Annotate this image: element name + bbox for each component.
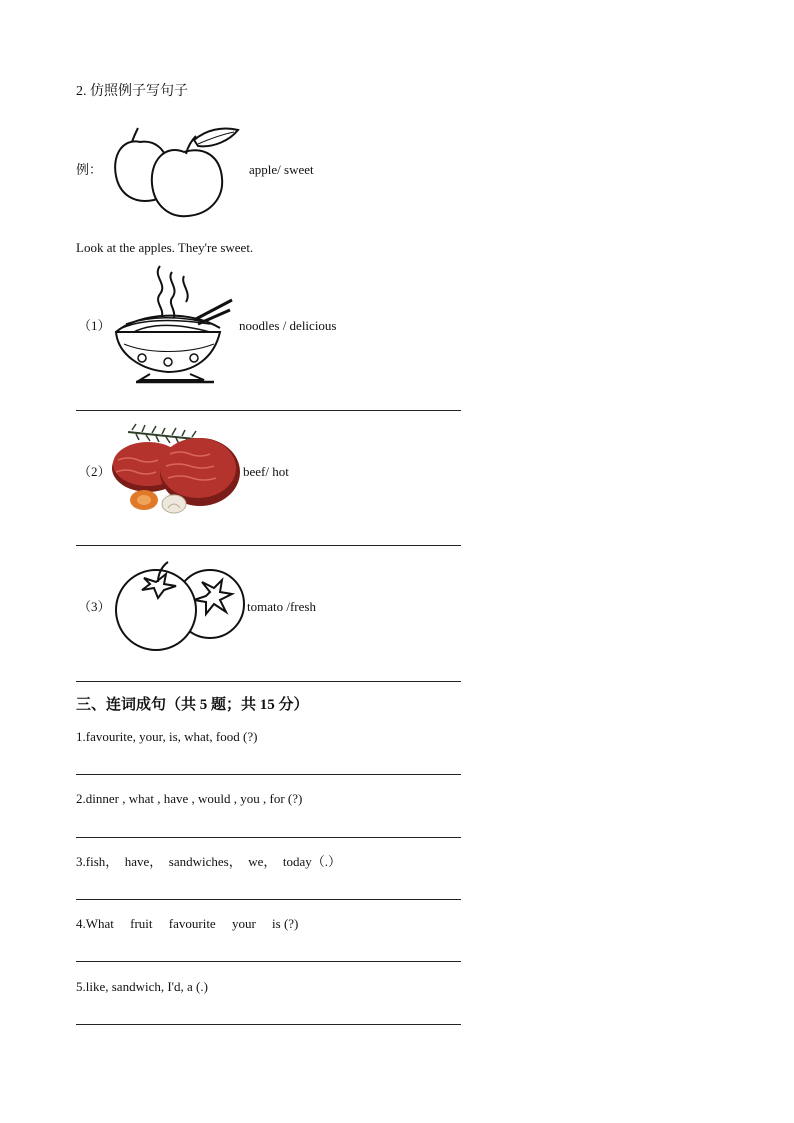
answer-line-question-5[interactable] [76, 1024, 461, 1025]
tomatoes-icon [114, 560, 248, 652]
noodle-bowl-icon [110, 262, 234, 386]
example-sentence: Look at the apples. They're sweet. [76, 240, 254, 255]
answer-line-item-3[interactable] [76, 681, 461, 682]
example-words: apple/ sweet [249, 162, 314, 177]
question-1: 1.favourite, your, is, what, food (?) [76, 729, 258, 744]
answer-line-item-2[interactable] [76, 545, 461, 546]
item-2-number: （2） [78, 464, 111, 479]
answer-line-question-2[interactable] [76, 837, 461, 838]
answer-line-question-1[interactable] [76, 774, 461, 775]
question-2: 2.dinner , what , have , would , you , for (?) [76, 791, 303, 806]
apples-icon [110, 126, 242, 222]
item-1-words: noodles / delicious [239, 318, 337, 333]
section2-title: 2. 仿照例子写句子 [76, 84, 188, 99]
answer-line-item-1[interactable] [76, 410, 461, 411]
item-3-words: tomato /fresh [247, 599, 316, 614]
answer-line-question-3[interactable] [76, 899, 461, 900]
example-label: 例： [76, 162, 103, 177]
answer-line-question-4[interactable] [76, 961, 461, 962]
question-3: 3.fish， have， sandwiches， we， today（.） [76, 854, 342, 869]
question-5: 5.like, sandwich, I'd, a (.) [76, 979, 208, 994]
question-4: 4.What fruit favourite your is (?) [76, 916, 299, 931]
item-3-number: （3） [78, 599, 111, 614]
item-2-words: beef/ hot [243, 464, 289, 479]
beef-patties-icon [108, 424, 242, 522]
item-1-number: （1） [78, 318, 111, 333]
section3-title: 三、连词成句（共 5 题；共 15 分） [76, 697, 309, 713]
